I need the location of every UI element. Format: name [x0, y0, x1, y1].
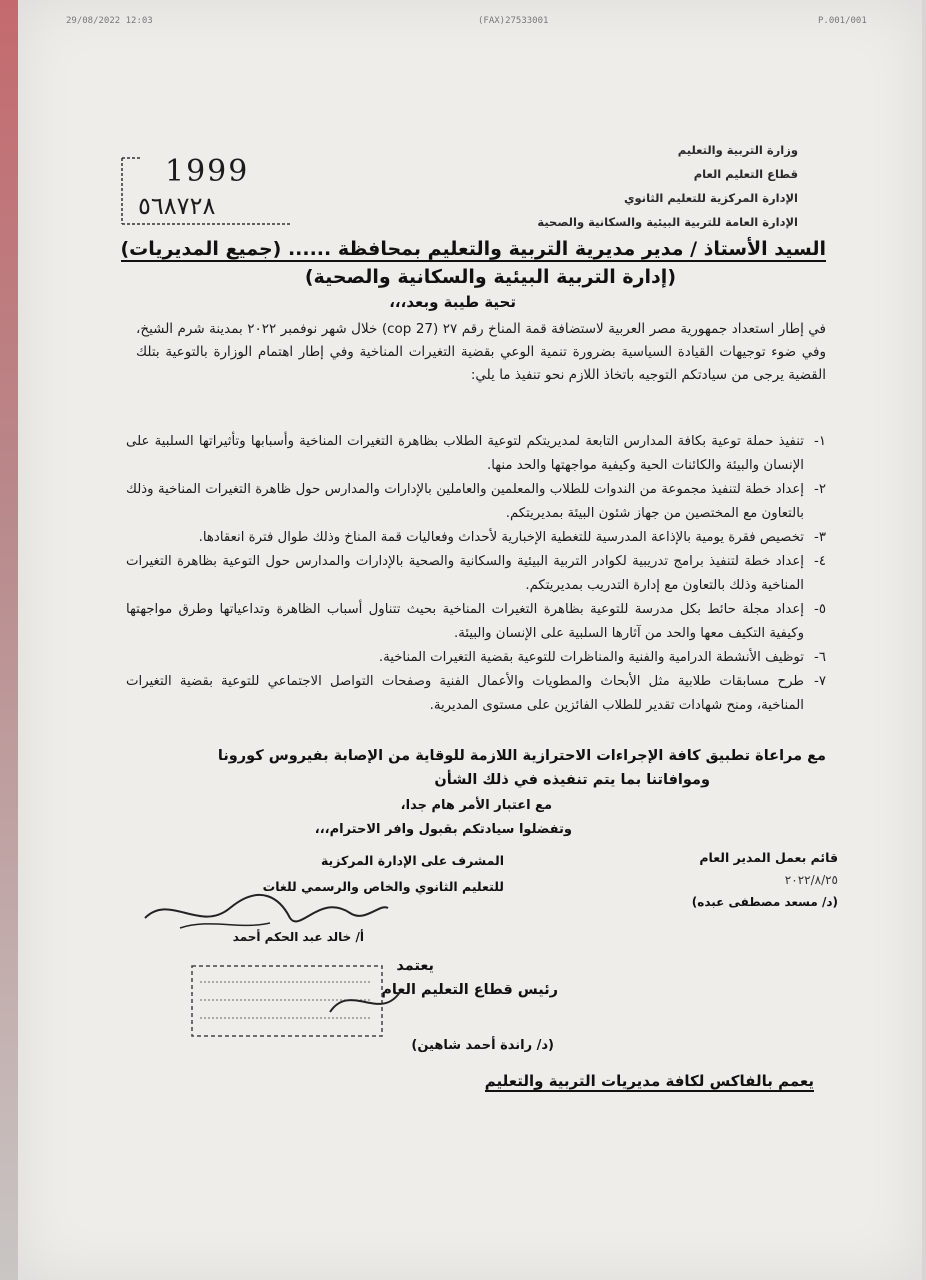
- fax-date-time: 29/08/2022 12:03: [66, 16, 153, 26]
- closing-line-2: وموافاتنا بما يتم تنفيذه في ذلك الشأن: [434, 772, 710, 788]
- approval-name: (د/ راندة أحمد شاهين): [411, 1038, 554, 1053]
- director-name: (د/ مسعد مصطفى عبده): [691, 895, 838, 909]
- ministry-letterhead: [537, 138, 798, 234]
- distribution-note: يعمم بالفاكس لكافة مديريات التربية والتعليم: [484, 1072, 814, 1090]
- signature-block-director: [608, 850, 838, 909]
- director-signature-date: ٢٠٢٢/٨/٢٥: [784, 873, 838, 887]
- reference-number-2: ٥٦٨٧٢٨: [138, 192, 216, 220]
- director-title: قائم بعمل المدير العام: [699, 850, 838, 865]
- action-items-list: [126, 430, 826, 718]
- approval-stamp: [190, 962, 400, 1042]
- body-paragraph: في إطار استعداد جمهورية مصر العربية لاستضافة قمة المناخ رقم ٢٧ (cop 27) خلال شهر نوفمبر ٢٠٢٢ بمدينة شرم الشيخ، وفي ضوء توجيهات القيادة السياسية بضرورة تنمية الوعي بقضية التغيرات المناخية وفي إطار اهتمام الوزارة بالتوعية بتلك القضية يرجى من سيادتكم التوجيه باتخاذ اللازم نحو تنفيذ ما يلي:: [136, 321, 826, 383]
- addressee-line-2: (إدارة التربية البيئية والسكانية والصحية): [304, 266, 676, 288]
- supervisor-name: أ/ خالد عبد الحكم أحمد: [232, 930, 364, 944]
- supervisor-signature-scribble: [140, 888, 390, 938]
- supervisor-title-2: للتعليم الثانوي والخاص والرسمي للغات: [262, 879, 504, 894]
- letterhead-line-1: وزارة التربية والتعليم: [677, 143, 798, 157]
- desk-background-strip: [0, 0, 20, 1280]
- approval-label: يعتمد: [396, 958, 434, 974]
- list-item: ٧- طرح مسابقات طلابية مثل الأبحاث والمطويات والأعمال الفنية وصفحات التواصل الاجتماعي للتوعية بقضية التغيرات المناخية، ومنح شهادات تقدير للطلاب الفائزين على مستوى المديرية.: [126, 674, 826, 713]
- list-item: ٥- إعداد مجلة حائط بكل مدرسة للتوعية بظاهرة التغيرات المناخية بحيث تتناول أسباب الظاهرة وتداعياتها وطرق مواجهتها وكيفية التكيف معها والحد من آثارها السلبية على الإنسان والبيئة.: [126, 602, 826, 641]
- fax-page-number: P.001/001: [818, 16, 867, 26]
- letterhead-line-2: قطاع التعليم العام: [693, 167, 798, 181]
- letterhead-line-3: الإدارة المركزية للتعليم الثانوي: [624, 191, 798, 205]
- list-item: ٢- إعداد خطة لتنفيذ مجموعة من الندوات للطلاب والمعلمين والعاملين بالإدارات والمدارس حول ظاهرة التغيرات المناخية وذلك بالتعاون مع المختصين من جهاز شئون البيئة بمديريتكم.: [126, 482, 826, 521]
- fax-header: [18, 16, 922, 30]
- greeting: تحية طيبة وبعد،،،: [389, 293, 516, 311]
- reference-number-box: [120, 152, 292, 228]
- fax-document-page: [18, 0, 922, 1280]
- fax-number: (FAX)27533001: [478, 16, 549, 26]
- list-item: ١- تنفيذ حملة توعية بكافة المدارس التابعة لمديريتكم لتوعية الطلاب بظاهرة التغيرات المناخية وأسبابها وتأثيراتها السلبية على الإنسان والبيئة والكائنات الحية وكيفية مواجهتها والحد منها.: [126, 434, 826, 473]
- closing-line-1: مع مراعاة تطبيق كافة الإجراءات الاحترازية اللازمة للوقاية من الإصابة بفيروس كورونا: [217, 748, 826, 764]
- letterhead-line-4: الإدارة العامة للتربية البيئية والسكانية والصحية: [537, 215, 798, 229]
- closing-line-3: مع اعتبار الأمر هام جدا،: [400, 798, 552, 813]
- list-item: ٤- إعداد خطة لتنفيذ برامج تدريبية لكوادر التربية البيئية والسكانية والصحية بالإدارات والمدارس حول التوعية بظاهرة التغيرات المناخية وذلك بالتعاون مع إدارة التدريب بمديريتكم.: [126, 554, 826, 593]
- approval-title: رئيس قطاع التعليم العام: [381, 982, 558, 998]
- closing-line-4: وتفضلوا سيادتكم بقبول وافر الاحترام،،،: [314, 822, 572, 837]
- list-item: ٦- توظيف الأنشطة الدرامية والفنية والمناظرات للتوعية بقضية التغيرات المناخية.: [378, 650, 826, 665]
- list-item: ٣- تخصيص فقرة يومية بالإذاعة المدرسية للتغطية الإخبارية لأحداث وفعاليات قمة المناخ وذلك طوال فترة انعقادها.: [198, 530, 826, 545]
- reference-number-1: 1999: [165, 154, 250, 189]
- addressee-line-1: السيد الأستاذ / مدير مديرية التربية والتعليم بمحافظة ...... (جميع المديريات): [120, 238, 826, 260]
- supervisor-title-1: المشرف على الإدارة المركزية: [320, 853, 504, 868]
